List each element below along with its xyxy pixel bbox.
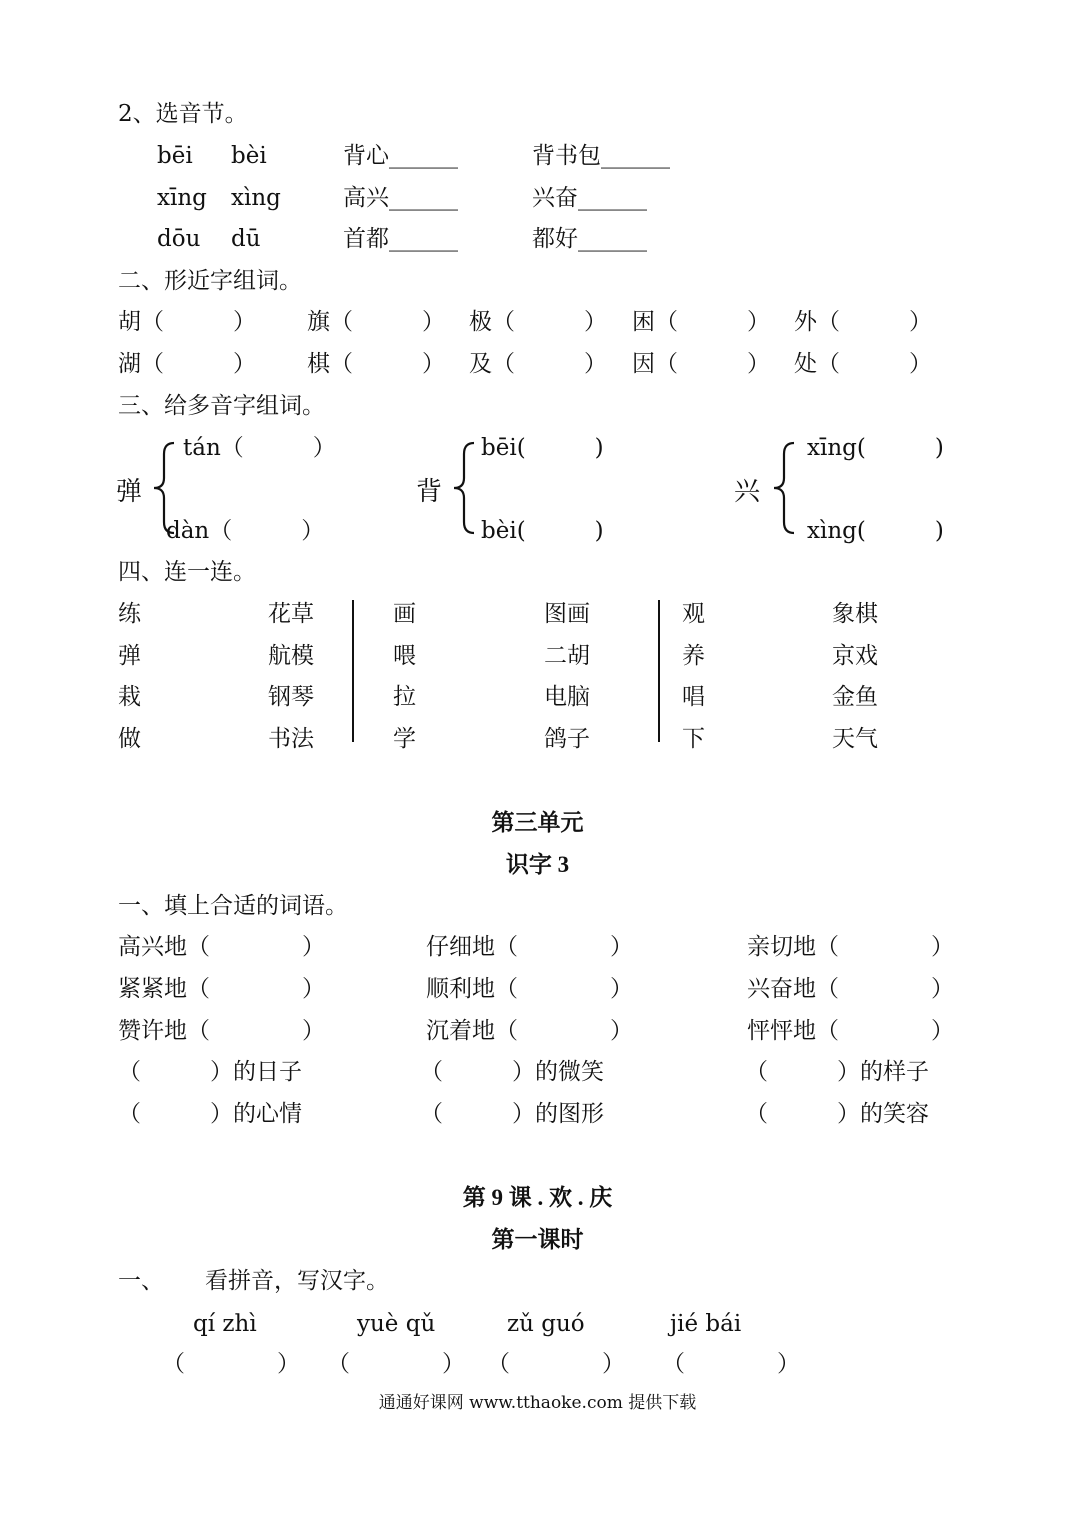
match-right-item: 电脑 <box>544 684 590 710</box>
footer-credit: 通通好课网 www.tthaoke.com 提供下载 <box>378 1393 697 1413</box>
word-blank: 湖（ ） <box>118 351 256 377</box>
match-right-item: 金鱼 <box>832 684 878 710</box>
section-title: 看拼音，写汉字。 <box>205 1268 389 1294</box>
column-divider <box>658 600 660 742</box>
match-right-item: 图画 <box>544 601 590 627</box>
word-blank: 棋（ ） <box>307 351 445 377</box>
match-left-item: 喂 <box>393 643 416 669</box>
match-left-item: 弹 <box>118 643 141 669</box>
polyphone-char: 弹 <box>116 477 143 507</box>
write-blank: （ ） <box>662 1351 800 1377</box>
match-right-item: 二胡 <box>544 643 590 669</box>
section-title: 二、形近字组词。 <box>118 268 302 294</box>
polyphone-reading: xīng( ) <box>807 435 944 461</box>
pinyin: bēi <box>157 143 193 169</box>
pinyin: bèi <box>231 143 267 169</box>
pinyin: dōu <box>157 226 201 252</box>
word-blank: 高兴______ <box>343 185 458 211</box>
unit-title: 第三单元 <box>491 810 584 835</box>
match-right-item: 象棋 <box>832 601 878 627</box>
fill-blank: 沉着地（ ） <box>426 1018 633 1044</box>
word-blank: 胡（ ） <box>118 309 256 335</box>
fill-blank: （ ）的笑容 <box>745 1101 929 1127</box>
pinyin-prompt: zǔ guó <box>507 1311 585 1337</box>
match-right-item: 鸽子 <box>544 726 590 752</box>
write-blank: （ ） <box>327 1351 465 1377</box>
write-blank: （ ） <box>162 1351 300 1377</box>
polyphone-char: 兴 <box>734 477 761 507</box>
word-blank: 背心______ <box>343 143 458 169</box>
pinyin-prompt: qí zhì <box>193 1311 257 1337</box>
polyphone-reading: dàn（ ） <box>166 518 325 544</box>
fill-blank: 怦怦地（ ） <box>747 1018 954 1044</box>
brace-icon <box>448 440 478 536</box>
word-blank: 及（ ） <box>469 351 607 377</box>
word-blank: 困（ ） <box>632 309 770 335</box>
section-title: 四、连一连。 <box>118 559 256 585</box>
word-blank: 旗（ ） <box>307 309 445 335</box>
polyphone-reading: xìng( ) <box>807 518 944 544</box>
fill-blank: （ ）的微笑 <box>420 1059 604 1085</box>
column-divider <box>352 600 354 742</box>
match-right-item: 京戏 <box>832 643 878 669</box>
pinyin: xìng <box>231 185 281 211</box>
match-left-item: 唱 <box>682 684 705 710</box>
fill-blank: 紧紧地（ ） <box>118 976 325 1002</box>
word-blank: 背书包______ <box>532 143 670 169</box>
match-left-item: 观 <box>682 601 705 627</box>
fill-blank: 兴奋地（ ） <box>747 976 954 1002</box>
match-left-item: 下 <box>682 726 705 752</box>
word-blank: 兴奋______ <box>532 185 647 211</box>
fill-blank: （ ）的图形 <box>420 1101 604 1127</box>
match-left-item: 画 <box>393 601 416 627</box>
section-title: 三、给多音字组词。 <box>118 393 325 419</box>
fill-blank: （ ）的心情 <box>118 1101 302 1127</box>
match-left-item: 养 <box>682 643 705 669</box>
fill-blank: 亲切地（ ） <box>747 934 954 960</box>
fill-blank: 高兴地（ ） <box>118 934 325 960</box>
section-2-title: 2、选音节。 <box>118 101 248 127</box>
match-right-item: 花草 <box>268 601 314 627</box>
write-blank: （ ） <box>487 1351 625 1377</box>
match-left-item: 做 <box>118 726 141 752</box>
lesson-title: 第 9 课 . 欢 . 庆 <box>462 1185 613 1210</box>
section-title: 一、填上合适的词语。 <box>118 893 348 919</box>
word-blank: 外（ ） <box>794 309 932 335</box>
section-number: 一、 <box>118 1268 164 1294</box>
match-left-item: 拉 <box>393 684 416 710</box>
match-right-item: 天气 <box>832 726 878 752</box>
polyphone-reading: bèi( ) <box>481 518 604 544</box>
polyphone-reading: bēi( ) <box>481 435 604 461</box>
fill-blank: 顺利地（ ） <box>426 976 633 1002</box>
match-right-item: 书法 <box>268 726 314 752</box>
pinyin-prompt: jié bái <box>670 1311 742 1337</box>
match-left-item: 练 <box>118 601 141 627</box>
pinyin: dū <box>231 226 261 252</box>
polyphone-reading: tán（ ） <box>183 435 336 461</box>
fill-blank: （ ）的日子 <box>118 1059 302 1085</box>
pinyin-prompt: yuè qǔ <box>357 1311 436 1337</box>
lesson-subtitle: 第一课时 <box>491 1227 584 1252</box>
match-right-item: 钢琴 <box>268 684 314 710</box>
word-blank: 极（ ） <box>469 309 607 335</box>
match-right-item: 航模 <box>268 643 314 669</box>
fill-blank: 赞许地（ ） <box>118 1018 325 1044</box>
word-blank: 处（ ） <box>794 351 932 377</box>
match-left-item: 栽 <box>118 684 141 710</box>
pinyin: xīng <box>157 185 207 211</box>
match-left-item: 学 <box>393 726 416 752</box>
fill-blank: 仔细地（ ） <box>426 934 633 960</box>
word-blank: 因（ ） <box>632 351 770 377</box>
word-blank: 都好______ <box>532 226 647 252</box>
word-blank: 首都______ <box>343 226 458 252</box>
brace-icon <box>768 440 798 536</box>
fill-blank: （ ）的样子 <box>745 1059 929 1085</box>
polyphone-char: 背 <box>416 477 443 507</box>
unit-subtitle: 识字 3 <box>505 852 570 877</box>
